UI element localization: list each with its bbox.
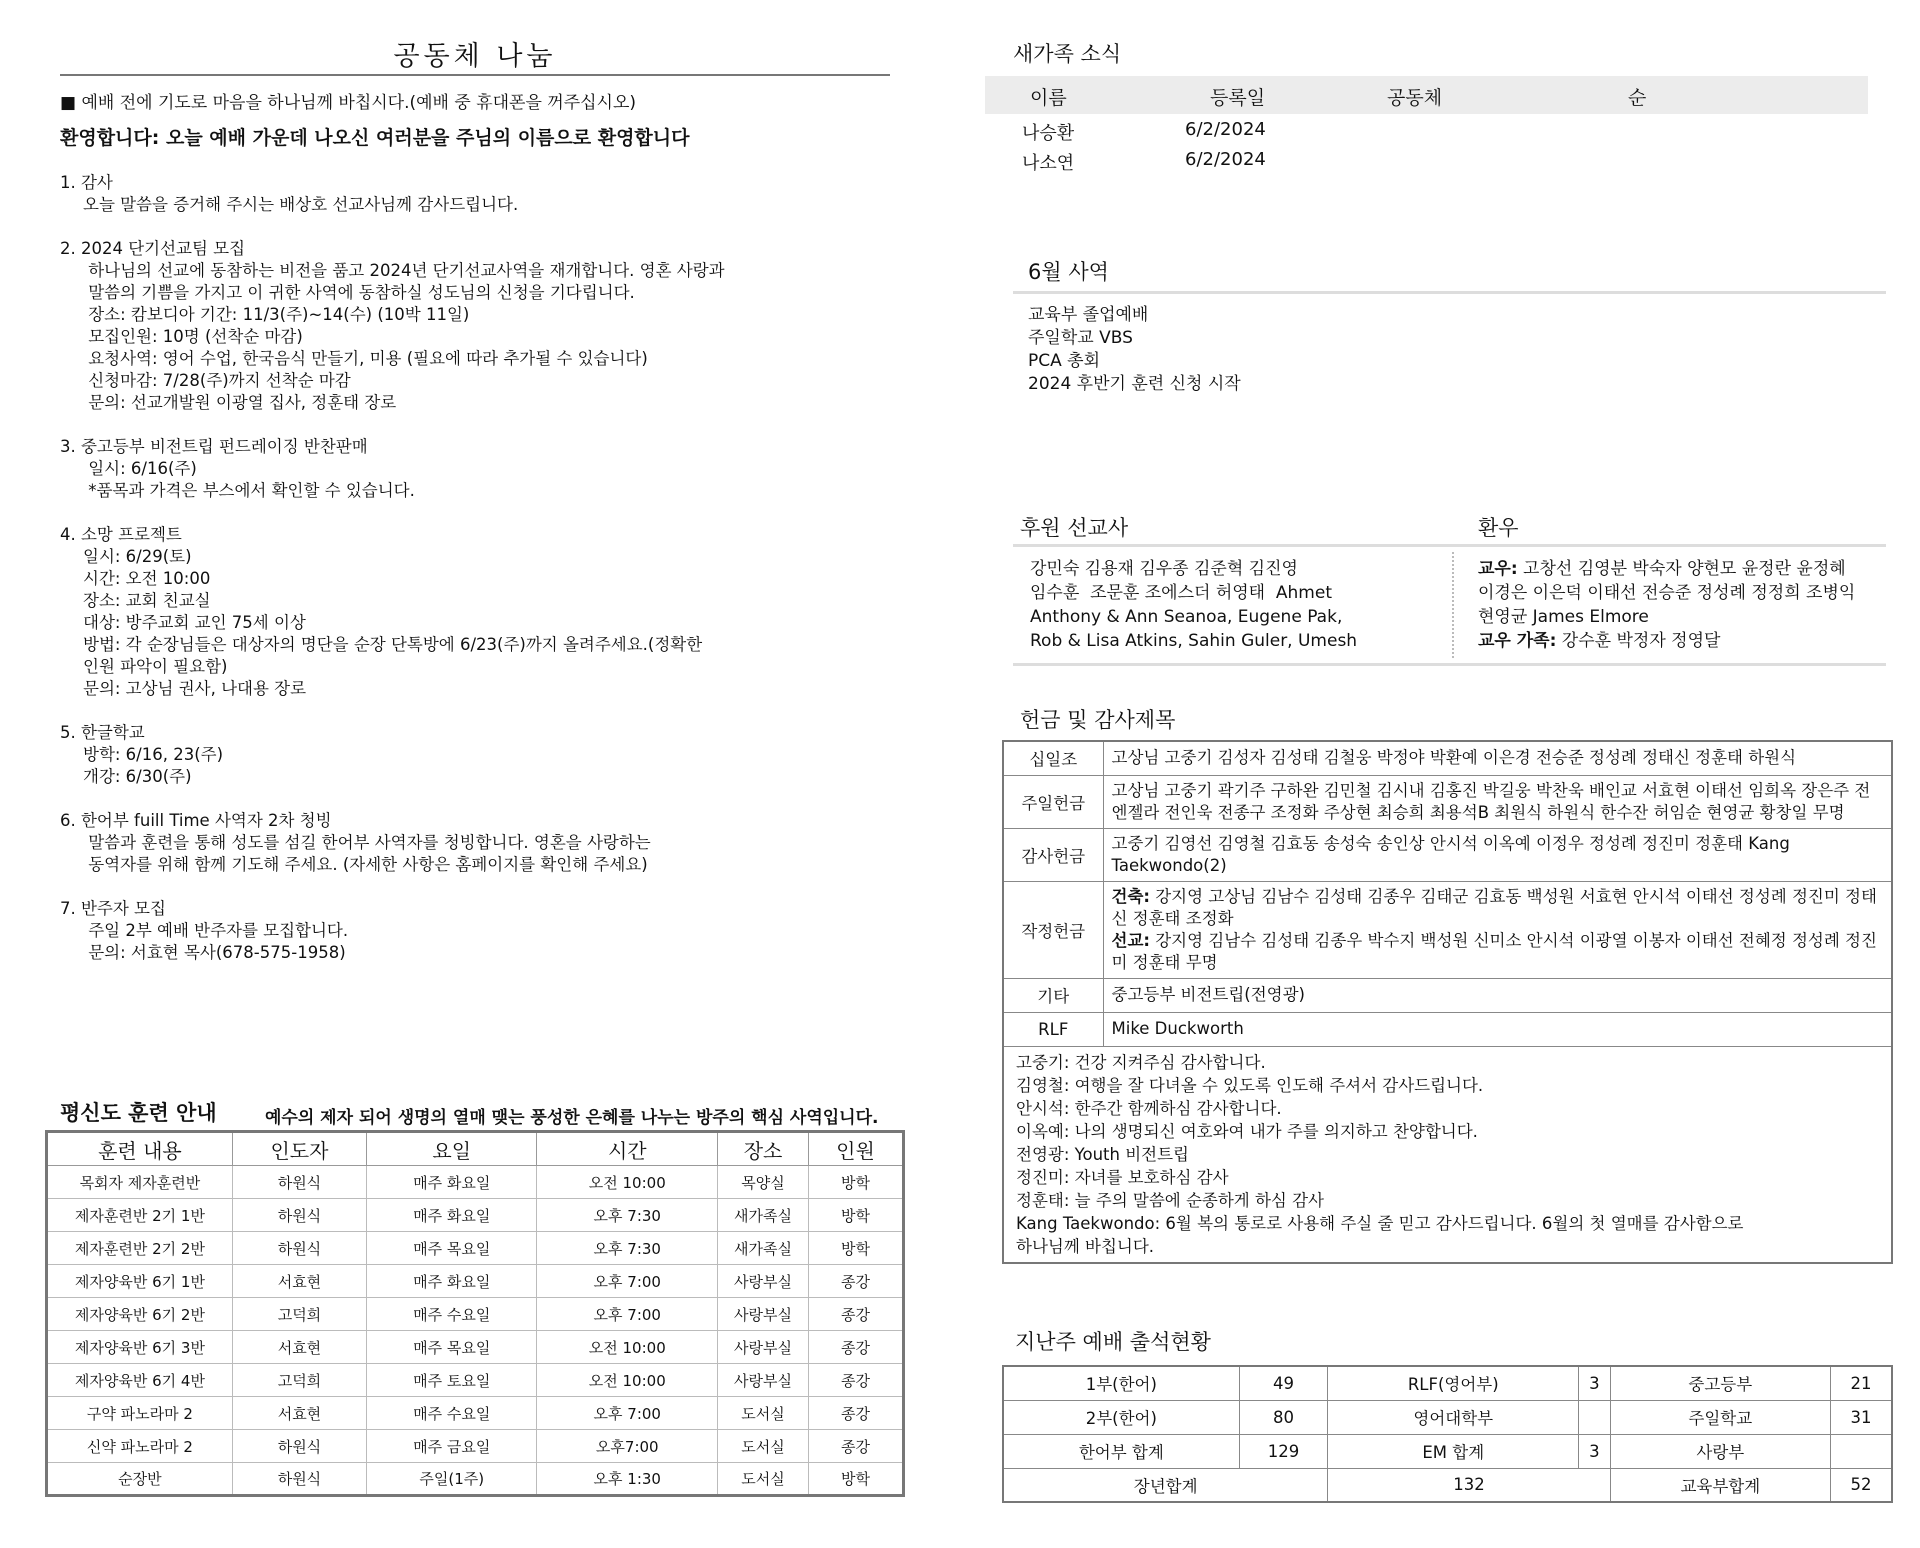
training-header-cell: 인원 xyxy=(808,1132,903,1166)
header-cell: 순 xyxy=(1628,87,1647,109)
new-family-title: 새가족 소식 xyxy=(1013,42,1122,66)
visitor-line: 이경은 이은덕 이태선 전승준 정성례 정정희 조병익 xyxy=(1478,583,1856,603)
attendance-cell: 3 xyxy=(1579,1366,1610,1400)
training-cell: 하원식 xyxy=(232,1430,366,1463)
thanks-note: 이옥예: 나의 생명되신 여호와여 내가 주를 의지하고 찬양합니다. xyxy=(1016,1121,1478,1141)
training-cell: 매주 화요일 xyxy=(367,1199,537,1232)
offering-label: 작정헌금 xyxy=(1003,881,1103,978)
attendance-row xyxy=(1003,1434,1892,1468)
welcome-message: 환영합니다: 오늘 예배 가운데 나오신 여러분을 주님의 이름으로 환영합니다 xyxy=(60,127,690,149)
supporters-title: 후원 선교사 xyxy=(1020,516,1129,540)
training-cell: 제자양육반 6기 2반 xyxy=(47,1298,233,1331)
training-cell: 목회자 제자훈련반 xyxy=(47,1166,233,1199)
adult-total-label: 장년합계 xyxy=(1003,1468,1328,1502)
training-cell: 제자훈련반 2기 2반 xyxy=(47,1232,233,1265)
announcement-line: 장소: 교회 친교실 xyxy=(83,591,211,610)
offering-row xyxy=(1003,881,1892,978)
announcement-title: 3. 중고등부 비전트립 펀드레이징 반찬판매 xyxy=(60,437,368,456)
column-divider xyxy=(1452,552,1454,658)
attendance-title: 지난주 예배 출석현황 xyxy=(1015,1330,1211,1354)
offering-label: 십일조 xyxy=(1003,741,1103,775)
attendance-cell: 한어부 합계 xyxy=(1003,1434,1239,1468)
training-row xyxy=(47,1430,904,1463)
thanks-note: 김영철: 여행을 잘 다녀올 수 있도록 인도해 주셔서 감사드립니다. xyxy=(1016,1075,1484,1095)
training-cell: 새가족실 xyxy=(718,1232,809,1265)
june-item: 주일학교 VBS xyxy=(1028,328,1133,348)
announcement-line: 장소: 캄보디아 기간: 11/3(주)~14(수) (10박 11일) xyxy=(83,305,470,324)
page-title: 공동체 나눔 xyxy=(393,41,557,72)
new-family-row xyxy=(985,142,1685,172)
supporters-bottom-divider xyxy=(1013,663,1886,666)
announcement-line: 요청사역: 영어 수업, 한국음식 만들기, 미용 (필요에 따라 추가될 수 있습니다) xyxy=(83,349,648,368)
thanks-note: 고중기: 건강 지켜주심 감사합니다. xyxy=(1016,1052,1266,1072)
mission-names: 강지영 김남수 김성태 김종우 박수지 백성원 신미소 안시석 이광열 이봉자 이태선 전혜정 정성례 정진미 정훈태 무명 xyxy=(1111,930,1877,972)
offering-names: 고중기 김영선 김영철 김효동 송성숙 송인상 안시석 이옥예 이정우 정성례 정진미 정훈태 Kang Taekwondo(2) xyxy=(1103,828,1892,881)
offering-names: 고상님 고중기 김성자 김성태 김철웅 박정야 박환예 이은경 전승준 정성례 정태신 정훈태 하원식 xyxy=(1103,741,1892,775)
attendance-cell: 31 xyxy=(1831,1400,1893,1434)
member-date: 6/2/2024 xyxy=(1185,119,1266,140)
header-name: 이름 xyxy=(1030,87,1067,109)
june-ministry-list xyxy=(1028,304,1241,396)
visitor-line: 현영균 James Elmore xyxy=(1478,607,1649,627)
offering-label: 주일헌금 xyxy=(1003,775,1103,828)
training-header-cell: 시간 xyxy=(537,1132,718,1166)
training-subtitle: 예수의 제자 되어 생명의 열매 맺는 풍성한 은혜를 나누는 방주의 핵심 사역입니다. xyxy=(265,1108,879,1128)
training-cell: 매주 토요일 xyxy=(367,1364,537,1397)
training-cell: 사랑부실 xyxy=(718,1265,809,1298)
june-item: PCA 총회 xyxy=(1028,351,1100,371)
attendance-cell: 49 xyxy=(1239,1366,1328,1400)
thanks-note: 안시석: 한주간 함께하심 감사합니다. xyxy=(1016,1098,1282,1118)
offering-title: 헌금 및 감사제목 xyxy=(1020,708,1176,732)
training-cell: 하원식 xyxy=(232,1166,366,1199)
member-name: 나승환 xyxy=(1022,123,1075,144)
member-name: 나소연 xyxy=(1022,153,1075,174)
training-header-cell: 장소 xyxy=(718,1132,809,1166)
training-cell: 매주 금요일 xyxy=(367,1430,537,1463)
training-table xyxy=(45,1130,905,1497)
edu-total-value: 52 xyxy=(1831,1468,1893,1502)
attendance-cell: 129 xyxy=(1239,1434,1328,1468)
attendance-cell: 2부(한어) xyxy=(1003,1400,1239,1434)
june-divider xyxy=(1013,291,1886,294)
training-cell: 제자훈련반 2기 1반 xyxy=(47,1199,233,1232)
announcement-title: 5. 한글학교 xyxy=(60,723,145,742)
announcement-item xyxy=(60,172,890,216)
training-cell: 오전 10:00 xyxy=(537,1166,718,1199)
edu-total-label: 교육부합계 xyxy=(1610,1468,1830,1502)
announcement-line: 모집인원: 10명 (선착순 마감) xyxy=(83,327,303,346)
attendance-total-row xyxy=(1003,1468,1892,1502)
training-cell: 종강 xyxy=(808,1265,903,1298)
attendance-cell: EM 합계 xyxy=(1328,1434,1579,1468)
announcement-line: 문의: 서효현 목사(678-575-1958) xyxy=(83,943,346,962)
header-registered: 등록일 xyxy=(1210,87,1266,109)
training-title: 평신도 훈련 안내 xyxy=(60,1101,217,1125)
announcement-title: 7. 반주자 모집 xyxy=(60,899,166,918)
training-cell: 서효현 xyxy=(232,1397,366,1430)
announcement-line: 방학: 6/16, 23(주) xyxy=(83,745,224,764)
training-row xyxy=(47,1232,904,1265)
training-cell: 오전 10:00 xyxy=(537,1331,718,1364)
visitor-label: 교우: xyxy=(1478,559,1518,579)
right-column xyxy=(985,0,1905,1548)
training-cell: 오후 7:00 xyxy=(537,1397,718,1430)
announcement-line: 동역자를 위해 함께 기도해 주세요. (자세한 사항은 홈페이지를 확인해 주세요) xyxy=(83,855,648,874)
attendance-cell: 3 xyxy=(1579,1434,1610,1468)
pledge-names xyxy=(1103,881,1892,978)
attendance-cell: 사랑부 xyxy=(1610,1434,1830,1468)
member-date: 6/2/2024 xyxy=(1185,149,1266,170)
training-cell: 매주 수요일 xyxy=(367,1298,537,1331)
thanks-note: 정진미: 자녀를 보호하심 감사 xyxy=(1016,1167,1229,1187)
attendance-row xyxy=(1003,1400,1892,1434)
offering-names: 고상님 고중기 곽기주 구하완 김민철 김시내 김홍진 박길웅 박찬욱 배인교 서효현 이태선 임희옥 장은주 전엔젤라 전인욱 전종구 조정화 주상현 최승희 최용석B 최원식 하원식 한수잔 허임순 현영균 황창일 무명 xyxy=(1103,775,1892,828)
training-cell: 도서실 xyxy=(718,1430,809,1463)
announcement-line: 인원 파악이 필요함) xyxy=(83,657,228,676)
attendance-row xyxy=(1003,1366,1892,1400)
announcement-line: 일시: 6/16(주) xyxy=(83,459,197,478)
training-cell: 제자양육반 6기 3반 xyxy=(47,1331,233,1364)
training-cell: 오후 7:30 xyxy=(537,1199,718,1232)
announcement-line: 말씀과 훈련을 통해 성도를 섬길 한어부 사역자를 청빙합니다. 영혼을 사랑하는 xyxy=(83,833,651,852)
offering-label: RLF xyxy=(1003,1012,1103,1046)
training-cell: 오전 10:00 xyxy=(537,1364,718,1397)
offering-row xyxy=(1003,1012,1892,1046)
offering-names: 중고등부 비전트립(전영광) xyxy=(1103,978,1892,1012)
new-family-row xyxy=(985,112,1685,142)
training-cell: 주일(1주) xyxy=(367,1463,537,1496)
adult-total-value: 132 xyxy=(1328,1468,1610,1502)
training-cell: 오후 1:30 xyxy=(537,1463,718,1496)
offering-row xyxy=(1003,775,1892,828)
training-cell: 서효현 xyxy=(232,1331,366,1364)
attendance-cell: 주일학교 xyxy=(1610,1400,1830,1434)
supporter-line: 강민숙 김용재 김우종 김준혁 김진영 xyxy=(1030,559,1298,579)
offering-row xyxy=(1003,828,1892,881)
training-cell: 종강 xyxy=(808,1364,903,1397)
announcement-item xyxy=(60,810,890,876)
training-cell: 고덕희 xyxy=(232,1298,366,1331)
header-community: 공동체 xyxy=(1387,87,1443,109)
building-label: 건축: xyxy=(1111,886,1150,906)
building-names: 강지영 고상님 김남수 김성태 김종우 김태군 김효동 백성원 서효현 안시석 이태선 정성례 정진미 정태신 정훈태 조정화 xyxy=(1111,886,1877,928)
title-divider xyxy=(60,74,890,76)
training-row xyxy=(47,1199,904,1232)
mission-label: 선교: xyxy=(1111,930,1150,950)
training-cell: 제자양육반 6기 4반 xyxy=(47,1364,233,1397)
training-cell: 새가족실 xyxy=(718,1199,809,1232)
announcement-line: 시간: 오전 10:00 xyxy=(83,569,211,588)
training-cell: 종강 xyxy=(808,1298,903,1331)
training-cell: 하원식 xyxy=(232,1199,366,1232)
left-column xyxy=(60,0,890,1548)
training-cell: 매주 수요일 xyxy=(367,1397,537,1430)
training-cell: 하원식 xyxy=(232,1232,366,1265)
training-cell: 사랑부실 xyxy=(718,1331,809,1364)
visitor-names xyxy=(1478,557,1898,653)
training-row xyxy=(47,1364,904,1397)
offering-table xyxy=(1002,740,1893,1264)
visitor-line xyxy=(1478,557,1898,581)
visitor-family-label: 교우 가족: xyxy=(1478,631,1557,651)
june-ministry-title: 6월 사역 xyxy=(1028,260,1109,284)
training-cell: 도서실 xyxy=(718,1463,809,1496)
announcement-item xyxy=(60,722,890,788)
training-table-header xyxy=(47,1132,904,1166)
announcement-line: 문의: 선교개발원 이광열 집사, 정훈태 장로 xyxy=(83,393,397,412)
attendance-cell: RLF(영어부) xyxy=(1328,1366,1579,1400)
thanks-note: 정훈태: 늘 주의 말씀에 순종하게 하심 감사 xyxy=(1016,1190,1324,1210)
supporters-divider xyxy=(1013,544,1886,547)
training-cell: 매주 목요일 xyxy=(367,1232,537,1265)
announcement-title: 1. 감사 xyxy=(60,173,113,192)
training-cell: 방학 xyxy=(808,1463,903,1496)
attendance-table xyxy=(1002,1365,1893,1503)
training-cell: 오후 7:00 xyxy=(537,1298,718,1331)
training-cell: 오후7:00 xyxy=(537,1430,718,1463)
training-header-cell: 인도자 xyxy=(232,1132,366,1166)
thanks-note: 전영광: Youth 비전트립 xyxy=(1016,1144,1189,1164)
training-row xyxy=(47,1298,904,1331)
training-cell: 방학 xyxy=(808,1199,903,1232)
training-cell: 매주 화요일 xyxy=(367,1166,537,1199)
attendance-cell: 1부(한어) xyxy=(1003,1366,1239,1400)
training-cell: 서효현 xyxy=(232,1265,366,1298)
new-family-header xyxy=(985,76,1868,114)
attendance-cell: 영어대학부 xyxy=(1328,1400,1579,1434)
announcement-line: 오늘 말씀을 증거해 주시는 배상호 선교사님께 감사드립니다. xyxy=(83,195,519,214)
visitors-title: 환우 xyxy=(1478,516,1519,540)
supporter-line: Rob & Lisa Atkins, Sahin Guler, Umesh xyxy=(1030,631,1358,651)
training-cell: 순장반 xyxy=(47,1463,233,1496)
announcement-line: 신청마감: 7/28(주)까지 선착순 마감 xyxy=(83,371,351,390)
training-cell: 사랑부실 xyxy=(718,1298,809,1331)
visitor-family-text: 강수훈 박정자 정영달 xyxy=(1556,631,1721,651)
training-cell: 종강 xyxy=(808,1397,903,1430)
announcement-title: 6. 한어부 fuill Time 사역자 2차 청빙 xyxy=(60,811,332,830)
training-cell: 종강 xyxy=(808,1430,903,1463)
attendance-cell: 중고등부 xyxy=(1610,1366,1830,1400)
training-cell: 구약 파노라마 2 xyxy=(47,1397,233,1430)
prayer-note: ■ 예배 전에 기도로 마음을 하나님께 바칩시다.(예배 중 휴대폰을 꺼주십시오) xyxy=(60,93,637,113)
announcement-item xyxy=(60,238,890,414)
thanks-note: Kang Taekwondo: 6월 복의 통로로 사용해 주실 줄 믿고 감사드립니다. 6월의 첫 열매를 감사함으로 xyxy=(1016,1213,1744,1233)
training-header-cell: 요일 xyxy=(367,1132,537,1166)
announcement-line: *품목과 가격은 부스에서 확인할 수 있습니다. xyxy=(83,481,415,500)
training-cell: 오후 7:30 xyxy=(537,1232,718,1265)
announcement-line: 하나님의 선교에 동참하는 비전을 품고 2024년 단기선교사역을 재개합니다. 영혼 사랑과 xyxy=(83,261,725,280)
announcement-line: 대상: 방주교회 교인 75세 이상 xyxy=(83,613,306,632)
visitor-text: 고창선 김영분 박숙자 양현모 윤정란 윤정혜 xyxy=(1517,559,1846,579)
offering-names: Mike Duckworth xyxy=(1103,1012,1892,1046)
training-row xyxy=(47,1331,904,1364)
offering-label: 기타 xyxy=(1003,978,1103,1012)
announcement-line: 말씀의 기쁨을 가지고 이 귀한 사역에 동참하실 성도님의 신청을 기다립니다. xyxy=(83,283,635,302)
supporter-line: Anthony & Ann Seanoa, Eugene Pak, xyxy=(1030,607,1343,627)
offering-row xyxy=(1003,741,1892,775)
announcement-line: 일시: 6/29(토) xyxy=(83,547,192,566)
training-row xyxy=(47,1463,904,1496)
training-cell: 매주 화요일 xyxy=(367,1265,537,1298)
offering-row xyxy=(1003,978,1892,1012)
thanks-note: 하나님께 바칩니다. xyxy=(1016,1236,1155,1256)
announcement-list xyxy=(60,172,890,986)
training-cell: 하원식 xyxy=(232,1463,366,1496)
supporter-line: 임수훈 조문훈 조에스더 허영태 Ahmet xyxy=(1030,583,1332,603)
announcement-title: 4. 소망 프로젝트 xyxy=(60,525,182,544)
june-item: 2024 후반기 훈련 신청 시작 xyxy=(1028,374,1241,394)
thanks-notes xyxy=(1003,1046,1892,1263)
training-cell: 종강 xyxy=(808,1331,903,1364)
announcement-title: 2. 2024 단기선교팀 모집 xyxy=(60,239,246,258)
training-cell: 고덕희 xyxy=(232,1364,366,1397)
visitor-line xyxy=(1478,629,1898,653)
thanks-notes-row xyxy=(1003,1046,1892,1263)
announcement-line: 주일 2부 예배 반주자를 모집합니다. xyxy=(83,921,349,940)
offering-label: 감사헌금 xyxy=(1003,828,1103,881)
attendance-cell: 80 xyxy=(1239,1400,1328,1434)
june-item: 교육부 졸업예배 xyxy=(1028,305,1149,325)
training-row xyxy=(47,1397,904,1430)
announcement-line: 문의: 고상님 권사, 나대용 장로 xyxy=(83,679,307,698)
training-cell: 신약 파노라마 2 xyxy=(47,1430,233,1463)
training-row xyxy=(47,1166,904,1199)
supporter-names xyxy=(1030,557,1430,653)
training-cell: 방학 xyxy=(808,1166,903,1199)
announcement-line: 개강: 6/30(주) xyxy=(83,767,192,786)
announcement-item xyxy=(60,436,890,502)
training-header-cell: 훈련 내용 xyxy=(47,1132,233,1166)
attendance-cell xyxy=(1831,1434,1893,1468)
training-cell: 목양실 xyxy=(718,1166,809,1199)
announcement-item xyxy=(60,524,890,700)
training-cell: 매주 목요일 xyxy=(367,1331,537,1364)
training-row xyxy=(47,1265,904,1298)
training-cell: 오후 7:00 xyxy=(537,1265,718,1298)
attendance-cell xyxy=(1579,1400,1610,1434)
training-cell: 사랑부실 xyxy=(718,1364,809,1397)
attendance-cell: 21 xyxy=(1831,1366,1893,1400)
announcement-line: 방법: 각 순장님들은 대상자의 명단을 순장 단톡방에 6/23(주)까지 올려주세요.(정확한 xyxy=(83,635,703,654)
training-cell: 제자양육반 6기 1반 xyxy=(47,1265,233,1298)
announcement-item xyxy=(60,898,890,964)
training-cell: 도서실 xyxy=(718,1397,809,1430)
training-cell: 방학 xyxy=(808,1232,903,1265)
